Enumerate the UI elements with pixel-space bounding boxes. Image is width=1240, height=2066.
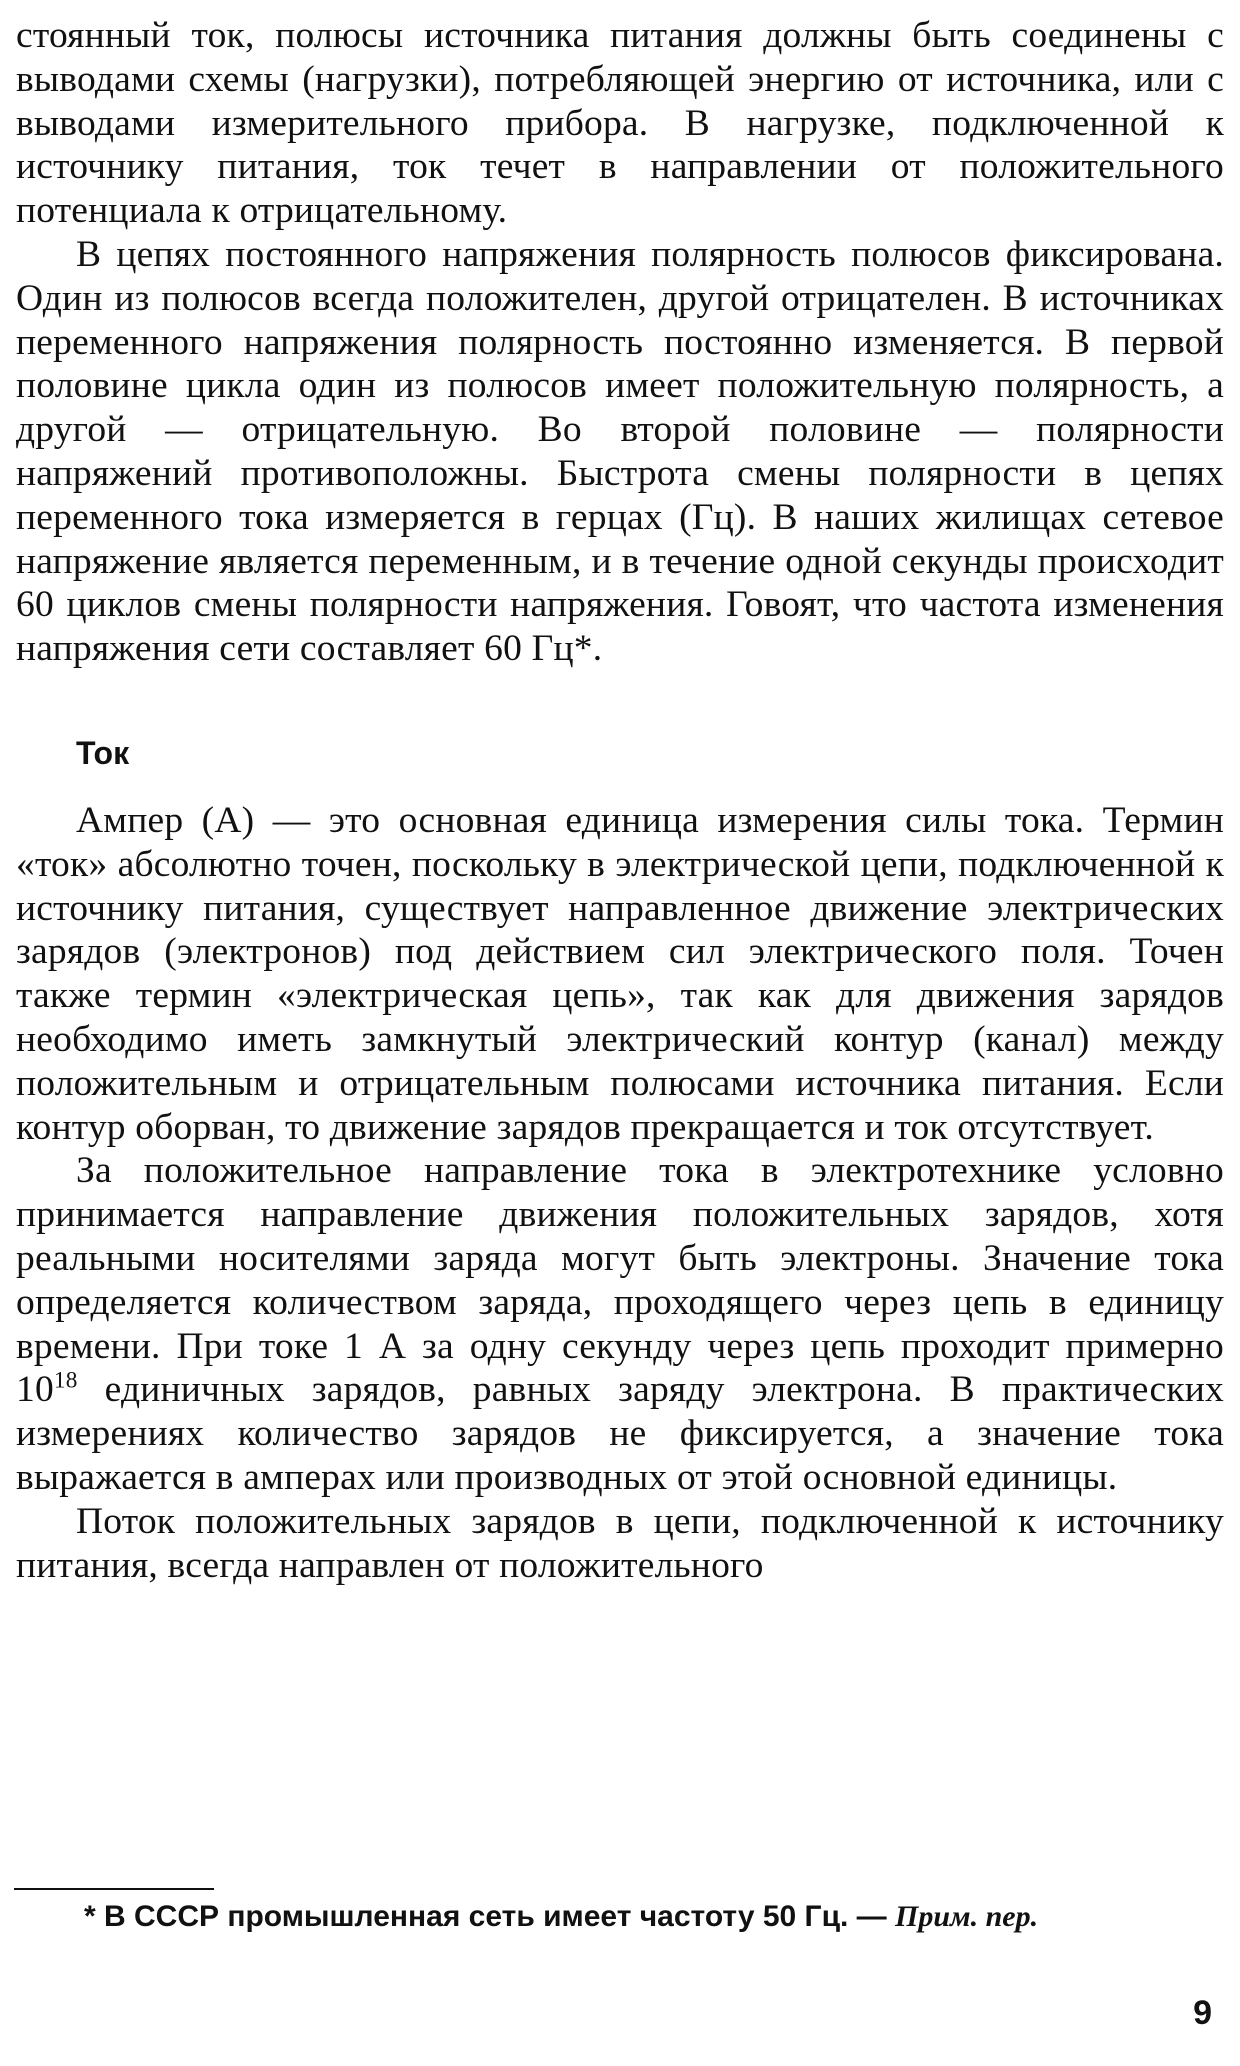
page-number: 9 (1193, 1994, 1212, 2032)
footnote-note: Прим. пер. (895, 1900, 1039, 1933)
paragraph-5: Поток положительных зарядов в цепи, подключенной к источнику питания, всегда направлен от положительного (16, 1500, 1224, 1586)
paragraph-1: стоянный ток, полюсы источника питания должны быть соединены с выводами схемы (нагрузки), потребляющей энергию от источника, или с выводами измерительного прибора. В нагрузке, подключенной к источнику питания, ток течет в направлении от положительного потенциала к отрицательному. (16, 15, 1224, 232)
paragraph-4-part-2: единичных зарядов, равных заряду электрона. В практических измерениях количество зарядов не фиксируется, а значение тока выражается в амперах или производных от этой основной единицы. (16, 1369, 1224, 1498)
page-body (16, 14, 1224, 1587)
exponent: 18 (53, 1367, 78, 1394)
paragraph-4-part-1: За положительное направление тока в электротехнике условно принимается направление движения положительных зарядов, хотя реальными носителями заряда могут быть электроны. Значение тока определяется количеством заряда, проходящего через цепь в единицу времени. При токе 1 А за одну секунду через цепь проходит примерно 10 (16, 1150, 1224, 1411)
footnote-text: * В СССР промышленная сеть имеет частоту 50 Гц. — (84, 1900, 896, 1933)
paragraph-3: Ампер (А) — это основная единица измерения силы тока. Термин «ток» абсолютно точен, поскольку в электрической цепи, подключенной к источнику питания, существует направленное движение электрических зарядов (электронов) под действием сил электрического поля. Точен также термин «электрическая цепь», так как для движения зарядов необходимо иметь замкнутый электрический контур (канал) между положительным и отрицательным полюсами источника питания. Если контур оборван, то движение зарядов прекращается и ток отсутствует. (16, 799, 1224, 1148)
paragraph-2: В цепях постоянного напряжения полярность полюсов фиксирована. Один из полюсов всегда положителен, другой отрицателен. В источниках переменного напряжения полярность постоянно изменяется. В первой половине цикла один из полюсов имеет положительную полярность, а другой — отрицательную. Во второй половине — полярности напряжений противоположны. Быстрота смены полярности в цепях переменного тока измеряется в герцах (Гц). В наших жилищах сетевое напряжение является переменным, и в течение одной секунды происходит 60 циклов смены полярности напряжения. Говоят, что частота изменения напряжения сети составляет 60 Гц*. (16, 233, 1224, 670)
section-heading: Ток (76, 734, 130, 771)
footnote-divider (14, 1888, 214, 1890)
footnote (84, 1898, 1224, 1936)
paragraph-4 (16, 1149, 1224, 1499)
